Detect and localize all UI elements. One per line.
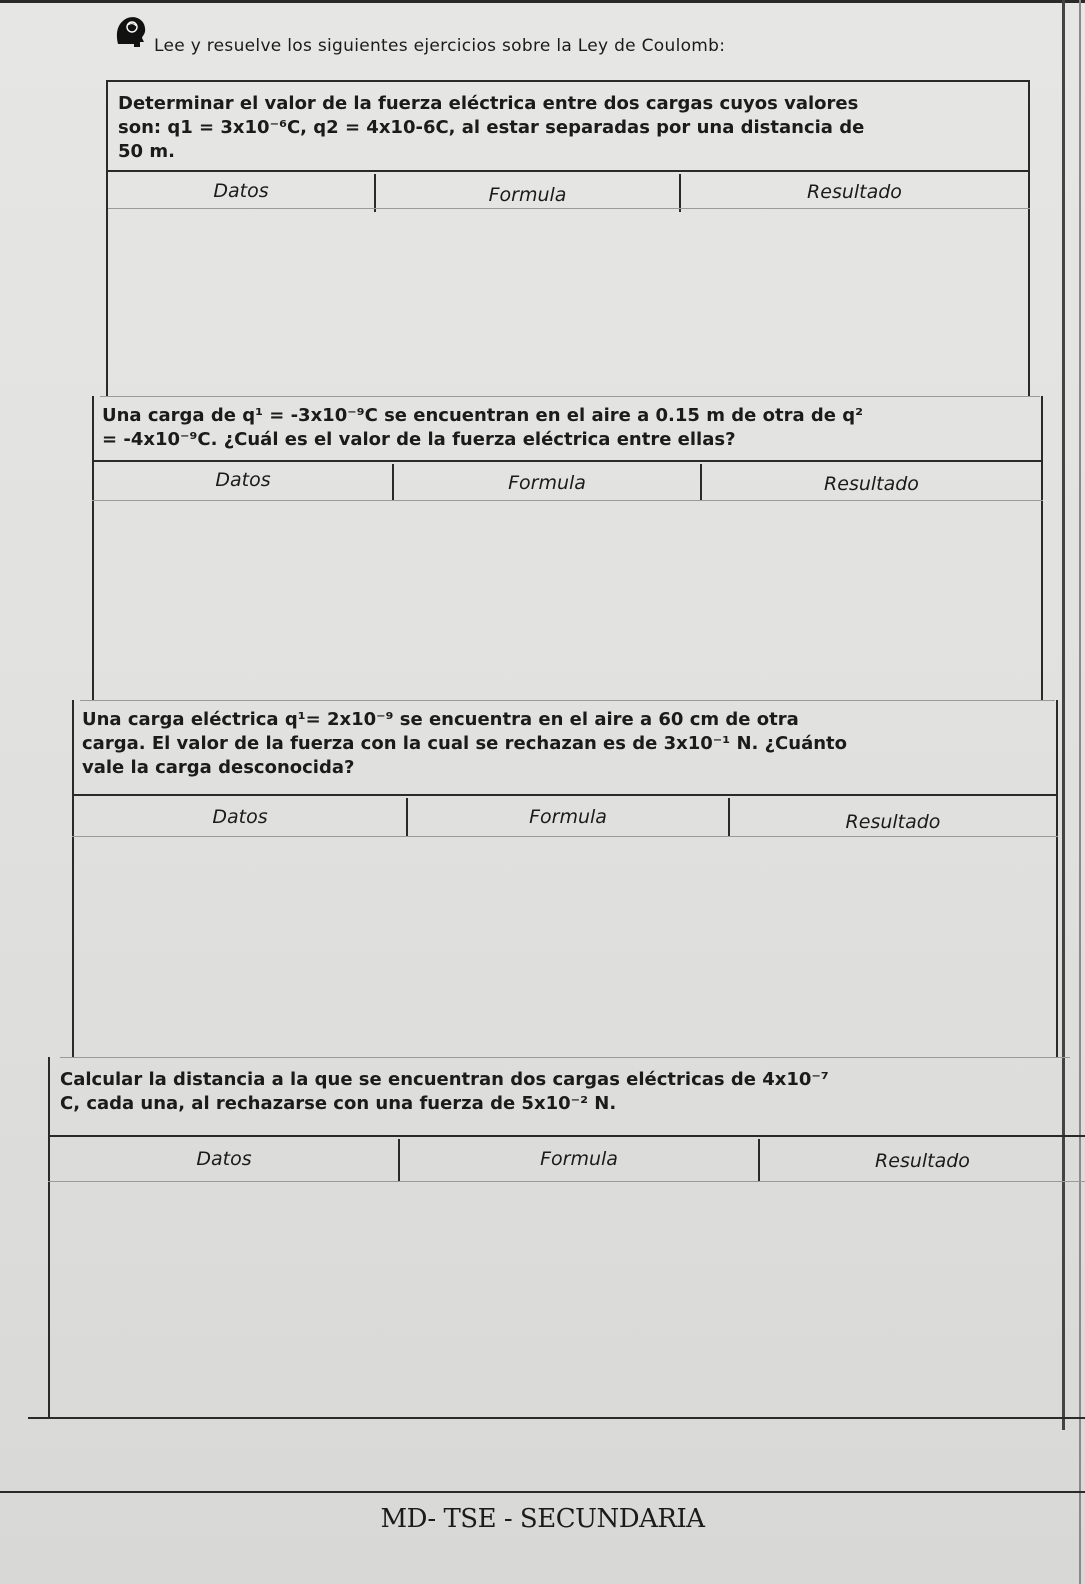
ex1-line-2: son: q1 = 3x10⁻⁶C, q2 = 4x10-6C, al estar separadas por una distancia de	[118, 117, 865, 138]
ex2-header-bottom	[92, 500, 1043, 501]
top-rule	[0, 0, 1085, 3]
ex4-header-top	[48, 1135, 1085, 1137]
ex2-line-2: = -4x10⁻⁹C. ¿Cuál es el valor de la fuerza eléctrica entre ellas?	[102, 429, 736, 450]
ex2-left-border	[92, 396, 94, 701]
ex3-line-3: vale la carga desconocida?	[82, 757, 355, 778]
ex3-formula-header: Formula	[529, 806, 607, 828]
ex1-top-border	[108, 80, 1030, 82]
ex3-header-top	[72, 794, 1058, 796]
table-right-edge	[1062, 0, 1065, 1430]
ex4-question	[60, 1068, 829, 1116]
ex1-line-3: 50 m.	[118, 141, 175, 162]
ex1-datos-header: Datos	[213, 180, 269, 202]
instruction-text: Lee y resuelve los siguientes ejercicios sobre la Ley de Coulomb:	[154, 36, 726, 56]
ex1-right-border	[1028, 80, 1030, 397]
ex4-header-bottom	[48, 1181, 1085, 1182]
ex2-question	[102, 404, 863, 452]
ex1-header-top	[108, 170, 1030, 172]
ex1-answer-bottom	[100, 396, 1040, 397]
ex3-right-border	[1056, 700, 1058, 1058]
ex3-resultado-header: Resultado	[845, 811, 941, 833]
ex4-resultado-header: Resultado	[875, 1150, 970, 1172]
ex4-answer-bottom	[28, 1417, 1085, 1419]
ex3-question	[82, 708, 847, 780]
ex2-header-top	[92, 460, 1043, 462]
ex4-datos-header: Datos	[196, 1148, 252, 1170]
ex3-answer-bottom	[60, 1057, 1070, 1058]
ex2-resultado-header: Resultado	[824, 473, 919, 495]
brain-head-icon	[114, 14, 148, 48]
ex2-right-border	[1041, 396, 1043, 701]
footer-text: MD- TSE - SECUNDARIA	[380, 1504, 705, 1534]
ex4-line-2: C, cada una, al rechazarse con una fuerza de 5x10⁻² N.	[60, 1093, 617, 1114]
footer-rule	[0, 1491, 1085, 1493]
ex1-resultado-header: Resultado	[807, 181, 902, 203]
ex3-line-1: Una carga eléctrica q¹= 2x10⁻⁹ se encuentra en el aire a 60 cm de otra	[82, 709, 799, 730]
ex3-datos-header: Datos	[212, 806, 268, 828]
ex1-left-border	[106, 80, 108, 397]
ex2-formula-header: Formula	[508, 472, 586, 494]
ex2-line-1: Una carga de q¹ = -3x10⁻⁹C se encuentran en el aire a 0.15 m de otra de q²	[102, 405, 863, 426]
ex1-line-1: Determinar el valor de la fuerza eléctrica entre dos cargas cuyos valores	[118, 93, 859, 114]
ex2-answer-bottom	[80, 700, 1055, 701]
ex4-line-1: Calcular la distancia a la que se encuentran dos cargas eléctricas de 4x10⁻⁷	[60, 1069, 829, 1090]
ex2-datos-header: Datos	[215, 469, 271, 491]
ex3-left-border	[72, 700, 74, 1058]
ex3-line-2: carga. El valor de la fuerza con la cual se rechazan es de 3x10⁻¹ N. ¿Cuánto	[82, 733, 848, 754]
ex4-formula-header: Formula	[540, 1148, 618, 1170]
ex1-question	[118, 92, 864, 164]
ex3-header-bottom	[72, 836, 1058, 837]
ex1-header-bottom	[108, 208, 1030, 209]
ex4-left-border	[48, 1057, 50, 1419]
page-edge	[1079, 0, 1081, 1584]
ex1-formula-header: Formula	[488, 184, 567, 206]
